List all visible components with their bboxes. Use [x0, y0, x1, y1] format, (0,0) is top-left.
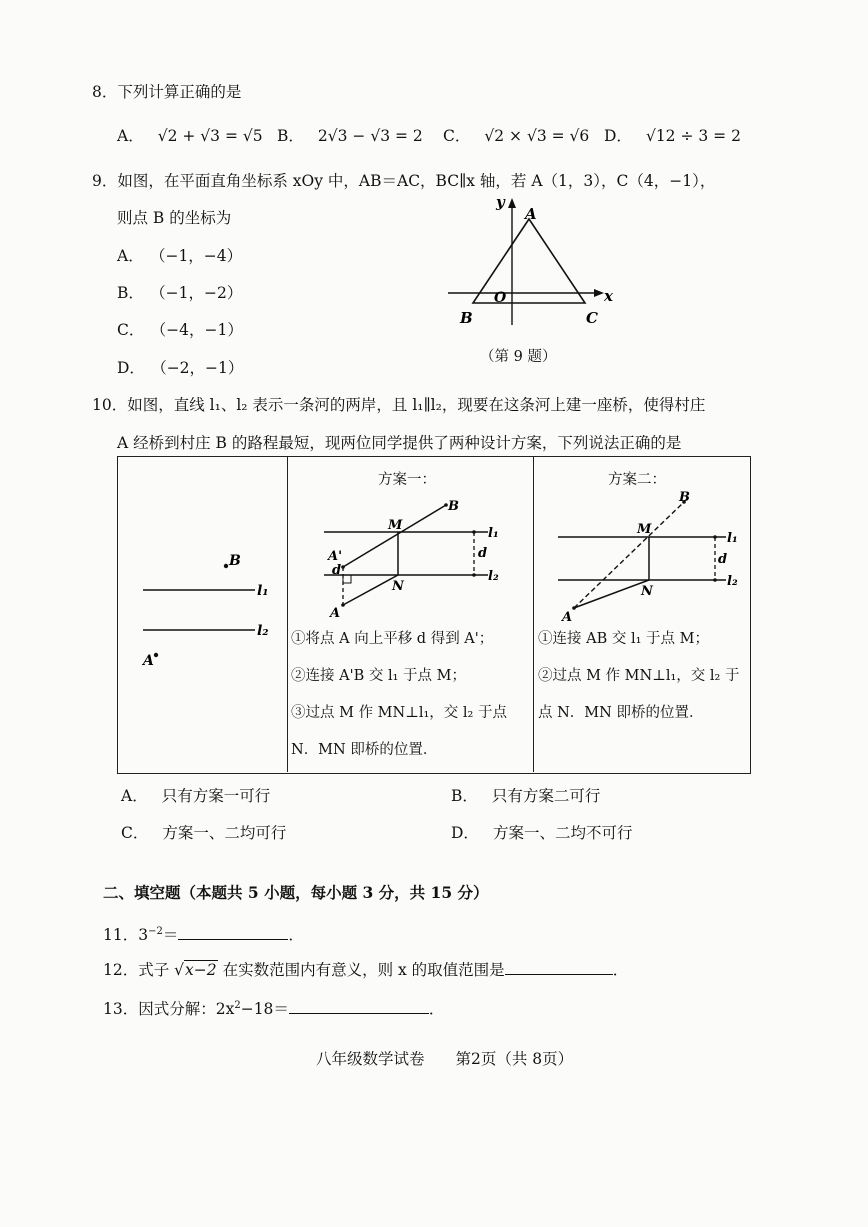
x-axis-arrow	[594, 289, 604, 297]
label-b: B	[460, 309, 473, 327]
page-footer: 八年级数学试卷 第2页（共 8页）	[316, 1050, 574, 1068]
q9-option-d: D． （−2，−1）	[117, 359, 244, 377]
label-m: M	[637, 522, 652, 537]
q12-answer-blank[interactable]	[505, 958, 613, 975]
q10-stem-line2: A 经桥到村庄 B 的路程最短，现两位同学提供了两种设计方案，下列说法正确的是	[117, 434, 682, 452]
point-a	[154, 653, 158, 657]
label-origin: O	[494, 290, 507, 306]
q8-option-a: A． √2 + √3 = √5	[117, 127, 263, 145]
plan1-step-3: ③过点 M 作 MN⊥l₁，交 l₂ 于点	[291, 705, 507, 721]
label-a: A	[525, 205, 537, 223]
label-a-prime: A'	[328, 549, 343, 564]
label-l1: l₁	[727, 531, 738, 546]
label-c: C	[586, 309, 598, 327]
q10-option-a: A． 只有方案一可行	[121, 787, 271, 805]
q10-option-c: C． 方案一、二均可行	[121, 824, 287, 842]
q10-option-d: D． 方案一、二均不可行	[451, 824, 633, 842]
q9-figure-caption: （第 9 题）	[480, 349, 557, 365]
label-l2: l₂	[727, 574, 738, 589]
q11-answer-blank[interactable]	[178, 923, 288, 940]
plan1-step-1: ①将点 A 向上平移 d 得到 A'；	[291, 631, 494, 647]
label-m: M	[388, 518, 403, 533]
label-l2: l₂	[257, 623, 269, 639]
plan1-step-2: ②连接 A'B 交 l₁ 于点 M；	[291, 668, 466, 684]
triangle-abc	[473, 219, 585, 303]
segment-ab-dashed	[574, 502, 684, 608]
plan2-step-1: ①连接 AB 交 l₁ 于点 M；	[538, 631, 709, 647]
plan2-steps	[538, 621, 739, 732]
plan2-title: 方案二：	[608, 472, 666, 488]
plan1-step-4: N．MN 即桥的位置．	[291, 742, 438, 758]
label-y: y	[496, 193, 505, 211]
plan2-step-2: ②过点 M 作 MN⊥l₁，交 l₂ 于	[538, 668, 740, 684]
q8-stem: 8．下列计算正确的是	[92, 83, 242, 101]
label-l1: l₁	[488, 526, 499, 541]
label-b: B	[679, 490, 690, 505]
label-n: N	[641, 584, 653, 599]
plan2-figure	[534, 490, 748, 625]
y-axis-arrow	[508, 198, 516, 208]
label-b: B	[448, 499, 459, 514]
label-a: A	[143, 653, 154, 669]
q13-answer-blank[interactable]	[289, 997, 429, 1014]
q9-stem-line2: 则点 B 的坐标为	[117, 209, 232, 227]
label-a: A	[562, 610, 573, 625]
q10-original-figure	[118, 457, 287, 772]
plan2-step-3: 点 N．MN 即桥的位置．	[538, 705, 704, 721]
label-n: N	[392, 579, 404, 594]
label-d: d	[718, 552, 728, 567]
q9-stem-line1: 9．如图，在平面直角坐标系 xOy 中，AB＝AC，BC∥x 轴，若 A（1，3），C（4，−1），	[92, 172, 716, 190]
q8-option-c: C． √2 × √3 = √6	[443, 127, 590, 145]
section2-title: 二、填空题（本题共 5 小题，每小题 3 分，共 15 分）	[103, 883, 489, 902]
q12: 12．式子 √x−2 在实数范围内有意义，则 x 的取值范围是 ．	[103, 958, 628, 980]
label-d-right: d	[478, 546, 488, 561]
label-b: B	[229, 553, 241, 569]
label-l2: l₂	[488, 569, 499, 584]
q13: 13．因式分解：$2x^2-18=$ ．	[103, 997, 444, 1019]
q9-option-b: B． （−1，−2）	[117, 284, 243, 302]
plan1-title: 方案一：	[378, 472, 436, 488]
q8-option-d: D． √12 ÷ 3 = 2	[604, 127, 741, 145]
q11: 11．$3^{-2}=$ ．	[103, 923, 304, 945]
q9-option-a: A． （−1，−4）	[117, 247, 243, 265]
q9-coordinate-figure	[440, 190, 630, 340]
q10-stem-line1: 10．如图，直线 l₁、l₂ 表示一条河的两岸，且 l₁∥l₂，现要在这条河上建一座桥，使得村庄	[92, 396, 706, 414]
right-angle-mark	[343, 575, 351, 583]
label-l1: l₁	[257, 583, 269, 599]
label-d-left: d	[332, 563, 342, 578]
segment-a-n	[574, 580, 649, 608]
plan1-figure	[288, 490, 532, 625]
q9-option-c: C． （−4，−1）	[117, 321, 243, 339]
label-a: A	[330, 606, 341, 621]
segment-a-prime-b	[343, 505, 446, 567]
q8-option-b: B． 2√3 − √3 = 2	[277, 127, 423, 145]
point-b	[224, 564, 228, 568]
q10-option-b: B． 只有方案二可行	[451, 787, 601, 805]
label-x: x	[604, 287, 613, 305]
plan1-steps	[291, 621, 507, 769]
